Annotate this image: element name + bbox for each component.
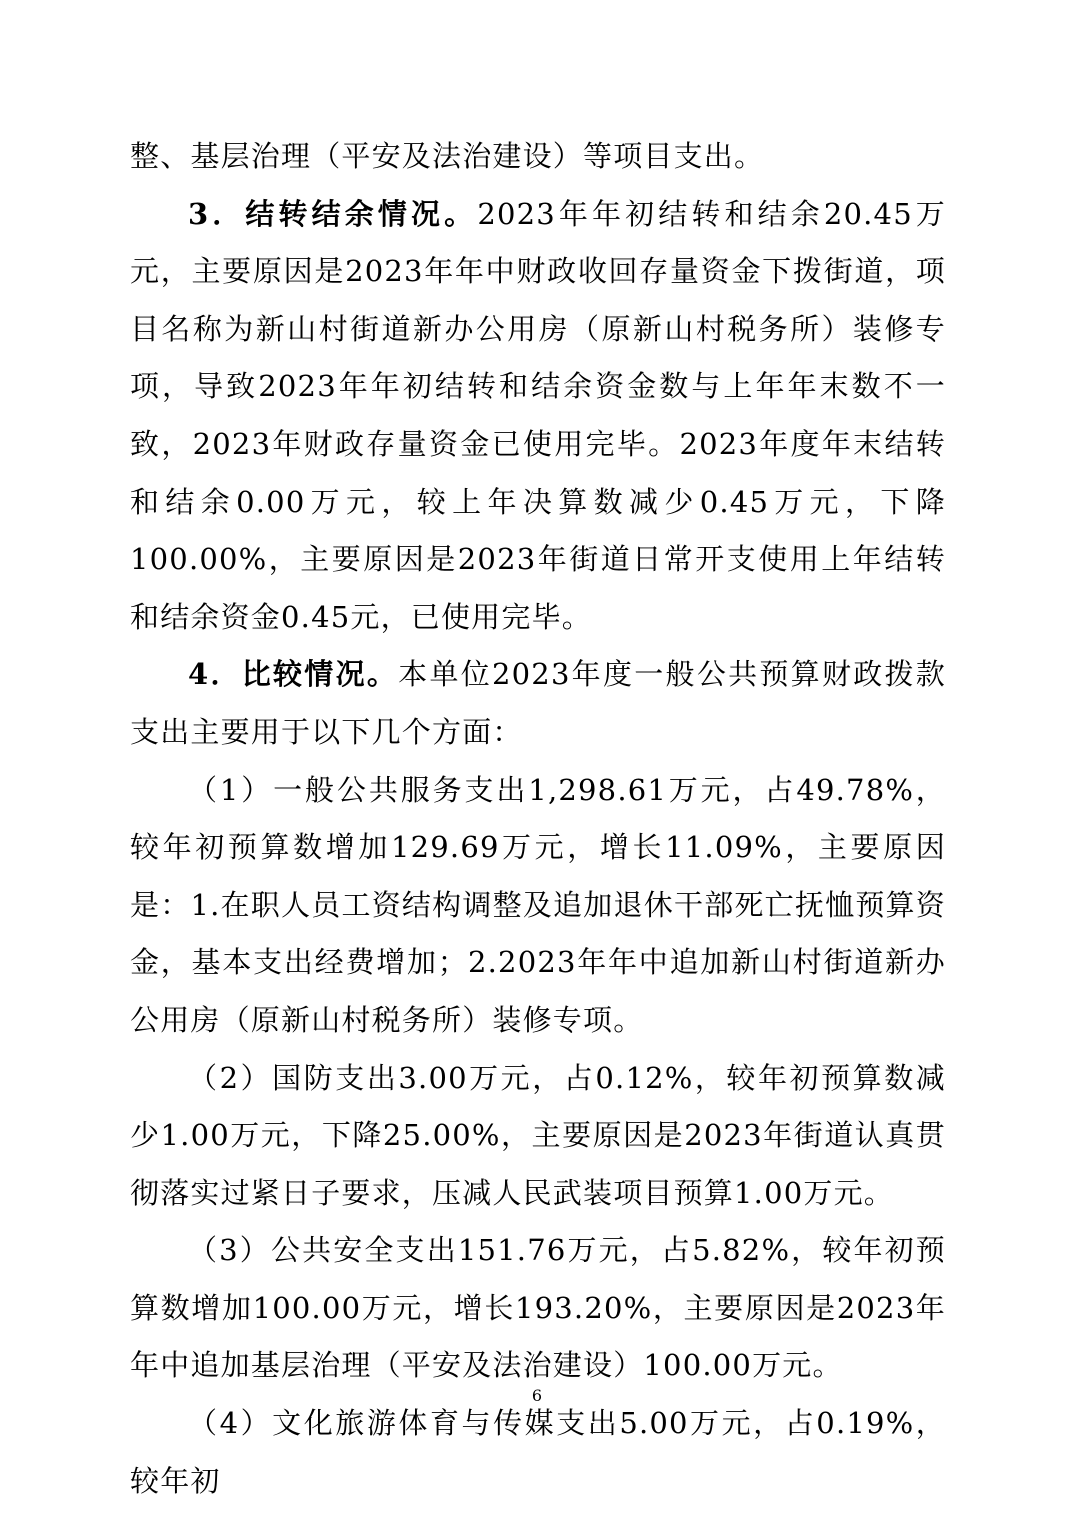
section-heading-comparison: 4．比较情况。	[188, 657, 399, 692]
paragraph-item-3	[130, 1222, 946, 1395]
paragraph-item-2	[130, 1050, 946, 1223]
paragraph-text: 整、基层治理（平安及法治建设）等项目支出。	[130, 139, 765, 173]
paragraph-text: （3）公共安全支出151.76万元，占5.82%，较年初预算数增加100.00万元，增长193.20%，主要原因是2023年年中追加基层治理（平安及法治建设）100.00万元。	[130, 1233, 946, 1383]
document-body	[130, 128, 946, 1510]
paragraph-carryover-balance	[130, 186, 946, 647]
paragraph-text: （1）一般公共服务支出1,298.61万元，占49.78%，较年初预算数增加129.69万元，增长11.09%，主要原因是：1.在职人员工资结构调整及追加退休干部死亡抚恤预算资金，基本支出经费增加；2.2023年年中追加新山村街道新办公用房（原新山村税务所）装修专项。	[130, 772, 946, 1037]
paragraph-continuation	[130, 128, 946, 186]
paragraph-text: 本单位2023年度一般公共预算财政拨款支出主要用于以下几个方面：	[130, 657, 946, 749]
paragraph-text: 2023年年初结转和结余20.45万元，主要原因是2023年年中财政收回存量资金下拨街道，项目名称为新山村街道新办公用房（原新山村税务所）装修专项，导致2023年年初结转和结余资金数与上年年末数不一致，2023年财政存量资金已使用完毕。2023年度年末结转和结余0.00万元，较上年决算数减少0.45万元，下降100.00%，主要原因是2023年街道日常开支使用上年结转和结余资金0.45元，已使用完毕。	[130, 196, 946, 634]
paragraph-text: （2）国防支出3.00万元，占0.12%，较年初预算数减少1.00万元，下降25.00%，主要原因是2023年街道认真贯彻落实过紧日子要求，压减人民武装项目预算1.00万元。	[130, 1060, 946, 1210]
section-heading-carryover: 3．结转结余情况。	[188, 196, 478, 231]
paragraph-comparison	[130, 646, 946, 761]
paragraph-text: （4）文化旅游体育与传媒支出5.00万元，占0.19%，较年初	[130, 1406, 946, 1498]
paragraph-item-4	[130, 1395, 946, 1510]
paragraph-item-1	[130, 762, 946, 1050]
page-number: 6	[531, 1386, 543, 1405]
